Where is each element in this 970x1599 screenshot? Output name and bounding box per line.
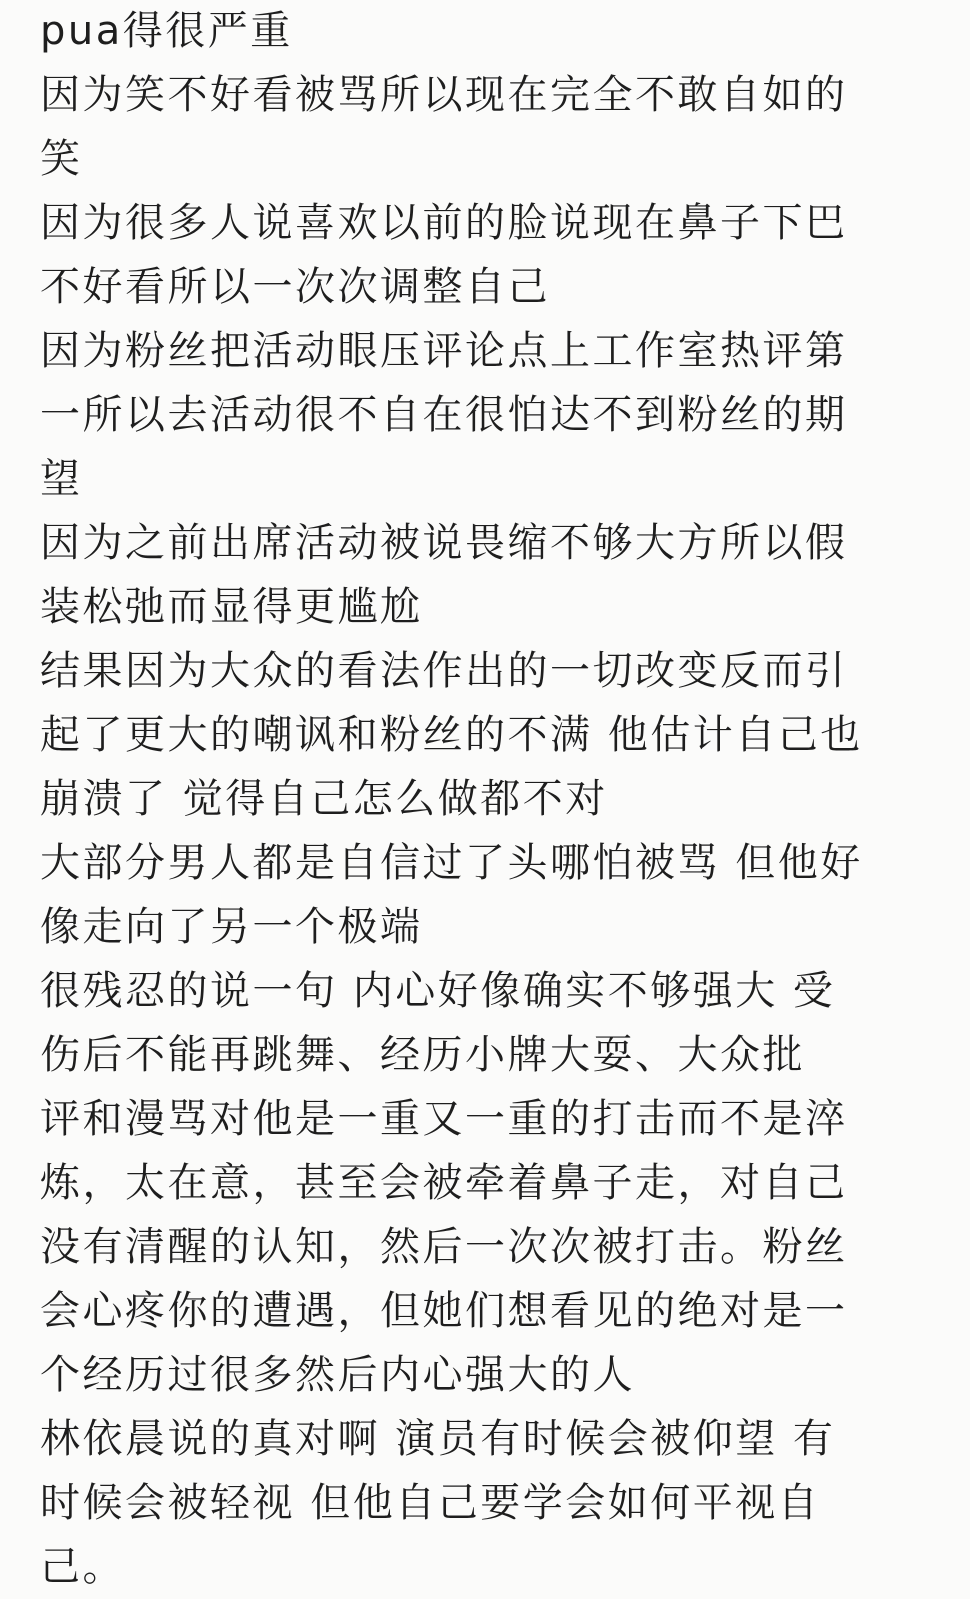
text-line: 己。 xyxy=(40,1544,125,1590)
text-line: 结果因为大众的看法作出的一切改变反而引 xyxy=(40,648,848,694)
text-line: 因为很多人说喜欢以前的脸说现在鼻子下巴 xyxy=(40,200,848,246)
text-line: 望 xyxy=(40,456,83,502)
text-line: 因为之前出席活动被说畏缩不够大方所以假 xyxy=(40,520,848,566)
text-line: 没有清醒的认知，然后一次次被打击。粉丝 xyxy=(40,1224,848,1270)
text-line: 时候会被轻视 但他自己要学会如何平视自 xyxy=(40,1480,821,1526)
text-line: 装松弛而显得更尴尬 xyxy=(40,584,423,630)
text-line: pua得很严重 xyxy=(40,8,293,54)
note-text xyxy=(40,0,940,1599)
text-line: 像走向了另一个极端 xyxy=(40,904,423,950)
text-line: 很残忍的说一句 内心好像确实不够强大 受 xyxy=(40,968,836,1014)
text-line: 林依晨说的真对啊 演员有时候会被仰望 有 xyxy=(40,1416,836,1462)
text-line: 笑 xyxy=(40,136,83,182)
text-line: 评和漫骂对他是一重又一重的打击而不是淬 xyxy=(40,1096,848,1142)
text-line: 因为笑不好看被骂所以现在完全不敢自如的 xyxy=(40,72,848,118)
text-line: 崩溃了 觉得自己怎么做都不对 xyxy=(40,776,608,822)
text-line: 会心疼你的遭遇，但她们想看见的绝对是一 xyxy=(40,1288,848,1334)
text-line: 炼，太在意，甚至会被牵着鼻子走，对自己 xyxy=(40,1160,848,1206)
text-line: 起了更大的嘲讽和粉丝的不满 他估计自己也 xyxy=(40,712,863,758)
text-line: 因为粉丝把活动眼压评论点上工作室热评第 xyxy=(40,328,848,374)
text-line: 伤后不能再跳舞、经历小牌大耍、大众批 xyxy=(40,1032,805,1078)
text-line: 一所以去活动很不自在很怕达不到粉丝的期 xyxy=(40,392,848,438)
text-line: 大部分男人都是自信过了头哪怕被骂 但他好 xyxy=(40,840,863,886)
text-line: 不好看所以一次次调整自己 xyxy=(40,264,550,310)
text-line: 个经历过很多然后内心强大的人 xyxy=(40,1352,635,1398)
